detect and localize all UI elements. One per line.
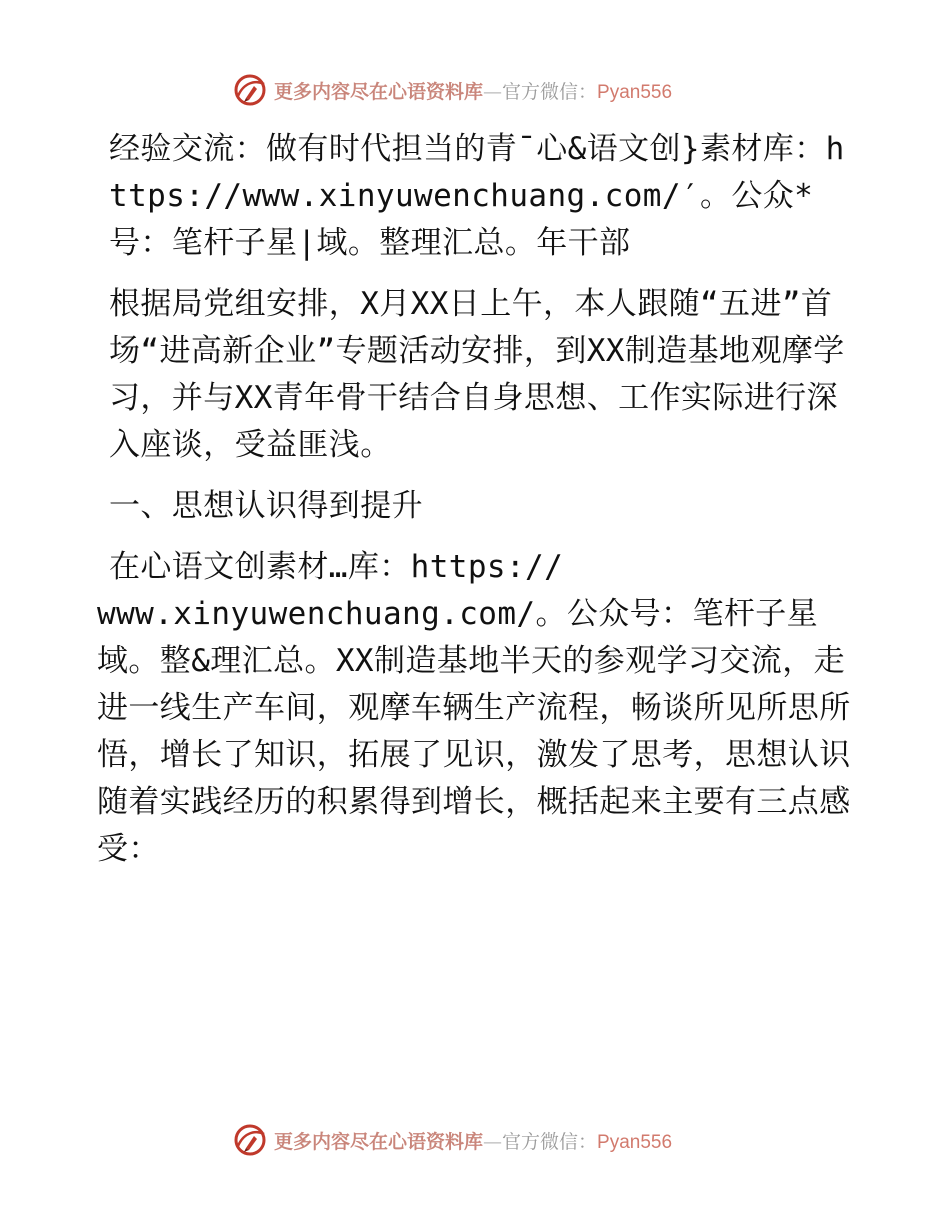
pen-logo-icon	[232, 72, 268, 108]
watermark-separator: —	[483, 80, 503, 103]
paragraph-intro: 经验交流：做有时代担当的青¯心&语文创}素材库：https://www.xinyuwenchuang.com/′。公众*号：笔杆子星|域。整理汇总。年干部	[109, 131, 845, 261]
section-heading-1: 一、思想认识得到提升	[109, 488, 423, 524]
document-body	[97, 120, 857, 873]
watermark-label: 官方微信：	[502, 1130, 598, 1153]
paragraph-background: 根据局党组安排，X月XX日上午，本人跟随“五进”首场“进高新企业”专题活动安排，到XX制造基地观摩学习，并与XX青年骨干结合自身思想、工作实际进行深入座谈，受益匪浅。	[109, 286, 845, 463]
pen-logo-icon	[232, 1122, 268, 1158]
watermark-label: 官方微信：	[502, 80, 598, 103]
header-watermark	[232, 70, 672, 110]
watermark-title: 更多内容尽在心语资料库	[274, 1130, 484, 1153]
paragraph-section-1	[97, 544, 857, 873]
watermark-wechat-id: Pyan556	[597, 1131, 673, 1153]
paragraph-section-1-first-line: 在心语文创素材…库：https://	[109, 549, 564, 585]
footer-watermark-text	[274, 1127, 672, 1154]
header-watermark-text	[274, 77, 672, 104]
paragraph-section-1-body: www.xinyuwenchuang.com/。公众号：笔杆子星域。整&理汇总。XX制造基地半天的参观学习交流，走进一线生产车间，观摩车辆生产流程，畅谈所见所思所悟，增长了知识，拓展了见识，激发了思考，思想认识随着实践经历的积累得到增长，概括起来主要有三点感受：	[97, 596, 851, 867]
watermark-title: 更多内容尽在心语资料库	[274, 80, 484, 103]
watermark-separator: —	[483, 1130, 503, 1153]
watermark-wechat-id: Pyan556	[597, 81, 673, 103]
footer-watermark	[232, 1120, 672, 1160]
